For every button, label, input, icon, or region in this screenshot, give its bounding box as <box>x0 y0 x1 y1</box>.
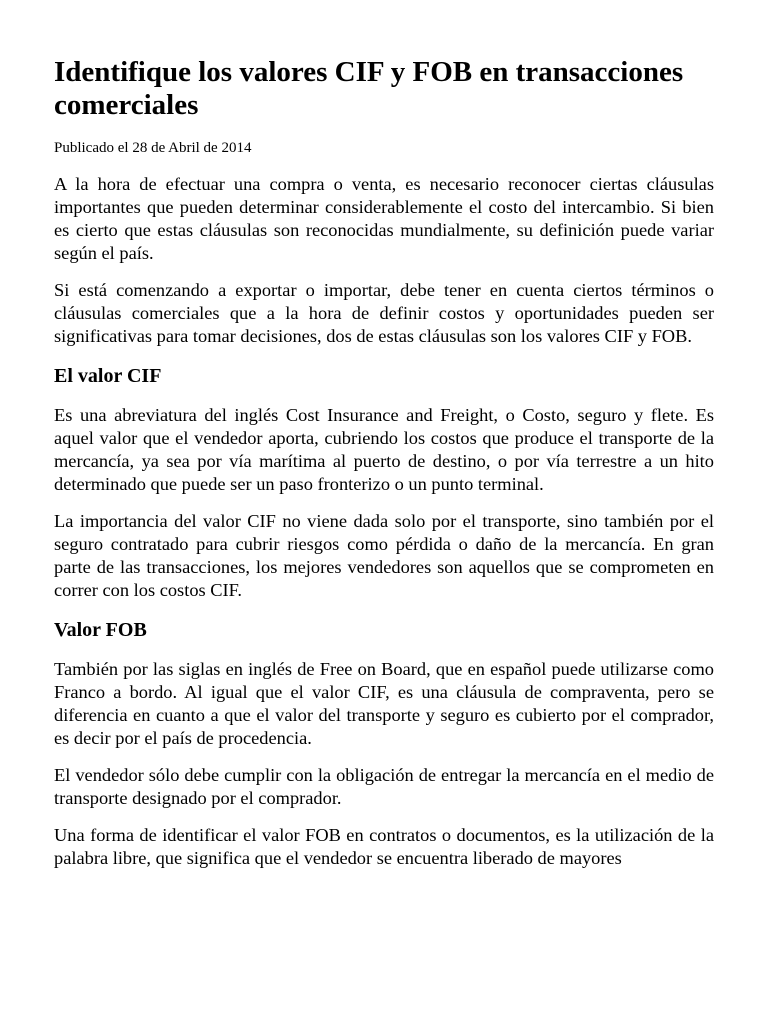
fob-paragraph-1: También por las siglas en inglés de Free on Board, que en español puede utilizarse como Franco a bordo. Al igual que el valor CIF, es una cláusula de compraventa, pero se diferencia en cuanto a que el valor del transporte y seguro es cubierto por el comprador, es decir por el país de procedencia. <box>54 659 714 748</box>
fob-paragraph-3: Una forma de identificar el valor FOB en contratos o documentos, es la utilización de la palabra libre, que significa que el vendedor se encuentra liberado de mayores <box>54 825 714 868</box>
section-heading-cif: El valor CIF <box>54 365 162 387</box>
intro-paragraph-1: A la hora de efectuar una compra o venta, es necesario reconocer ciertas cláusulas importantes que pueden determinar considerablemente el costo del intercambio. Si bien es cierto que estas cláusulas son reconocidas mundialmente, su definición puede variar según el país. <box>54 174 714 263</box>
section-heading-fob: Valor FOB <box>54 619 147 641</box>
cif-paragraph-2: La importancia del valor CIF no viene dada solo por el transporte, sino también por el seguro contratado para cubrir riesgos como pérdida o daño de la mercancía. En gran parte de las transacciones, los mejores vendedores son aquellos que se comprometen en correr con los costos CIF. <box>54 511 714 600</box>
fob-paragraph-2: El vendedor sólo debe cumplir con la obligación de entregar la mercancía en el medio de transporte designado por el comprador. <box>54 765 714 808</box>
cif-paragraph-1: Es una abreviatura del inglés Cost Insurance and Freight, o Costo, seguro y flete. Es aquel valor que el vendedor aporta, cubriendo los costos que produce el transporte de la mercancía, ya sea por vía marítima al puerto de destino, o por vía terrestre a un hito determinado que puede ser un paso fronterizo o un punto terminal. <box>54 405 714 494</box>
publish-date: Publicado el 28 de Abril de 2014 <box>54 140 252 156</box>
page-title: Identifique los valores CIF y FOB en transacciones comerciales <box>54 56 684 121</box>
document-page <box>54 56 714 884</box>
intro-paragraph-2: Si está comenzando a exportar o importar, debe tener en cuenta ciertos términos o cláusulas comerciales que a la hora de definir costos y oportunidades pueden ser significativas para tomar decisiones, dos de estas cláusulas son los valores CIF y FOB. <box>54 280 714 346</box>
